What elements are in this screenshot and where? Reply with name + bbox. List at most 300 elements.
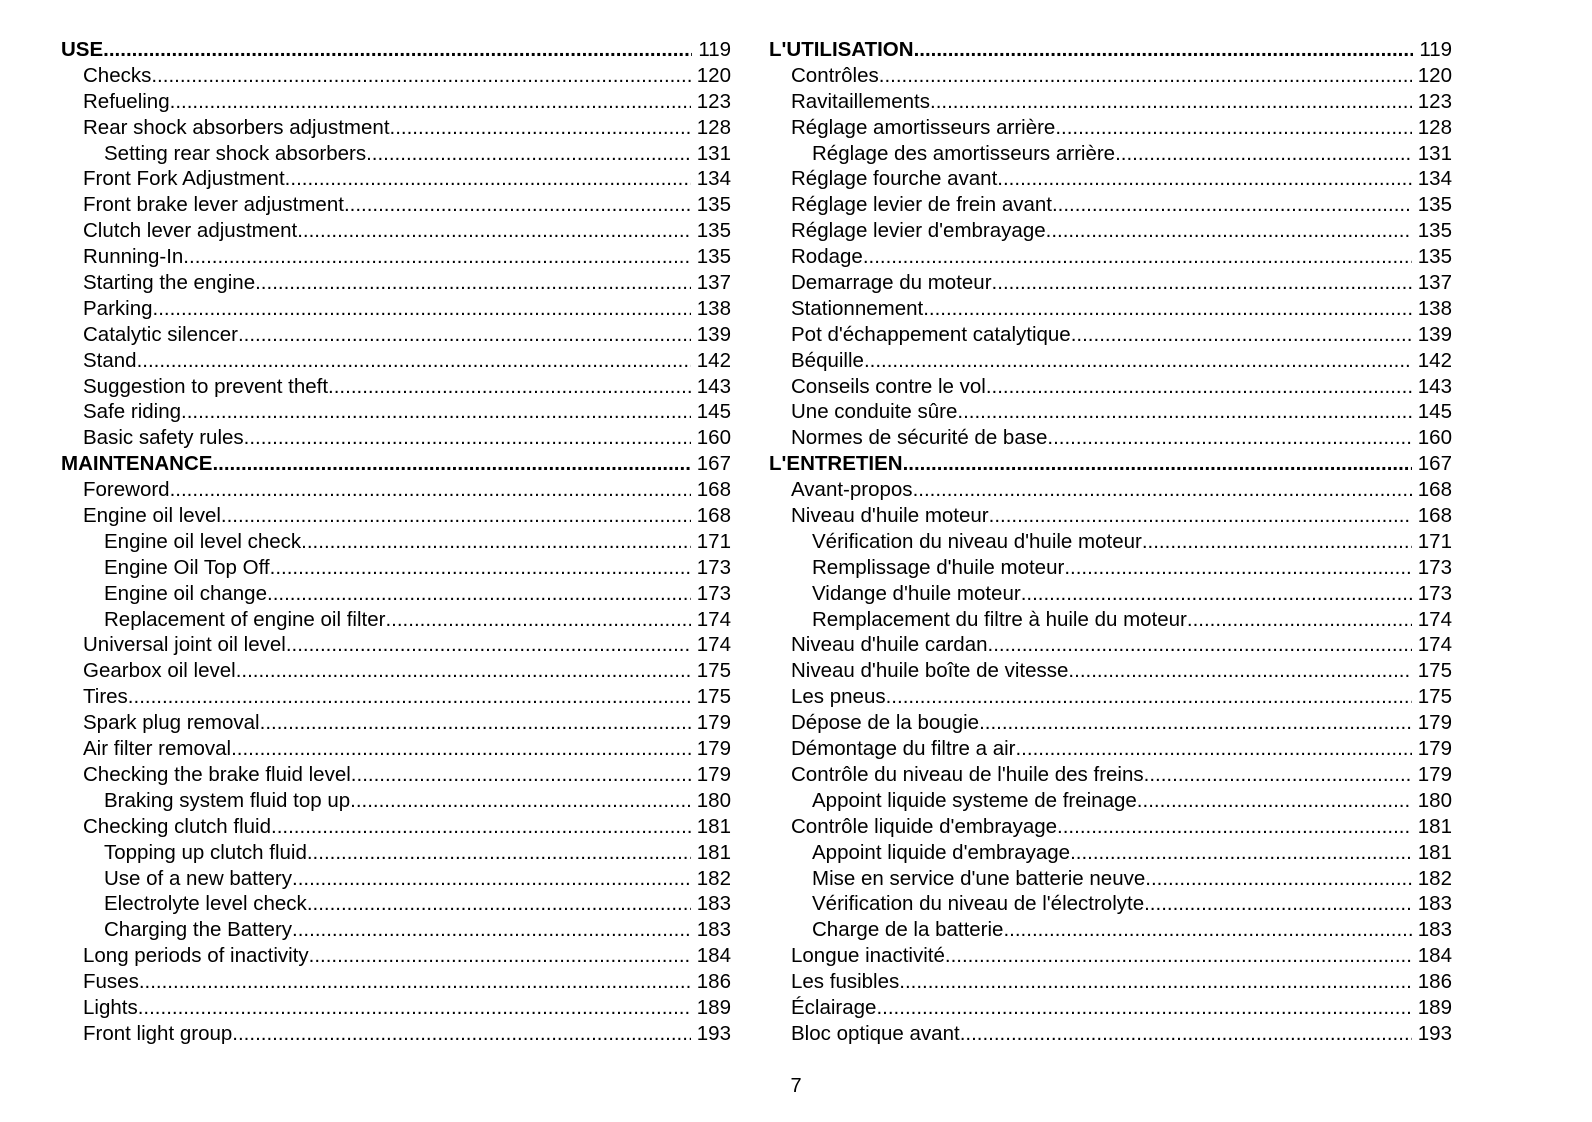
toc-entry [769, 632, 1452, 658]
toc-page-number: 173 [1417, 581, 1452, 605]
toc-dot-leader [236, 658, 691, 684]
toc-entry-title: Suggestion to prevent theft [83, 374, 329, 398]
toc-dot-leader [992, 270, 1412, 296]
toc-dot-leader [307, 840, 691, 866]
toc-entry-title: Contrôles [791, 63, 879, 87]
toc-dot-leader [913, 477, 1412, 503]
toc-entry-title: Bloc optique avant [791, 1021, 960, 1045]
toc-dot-leader [1115, 141, 1412, 167]
toc-page-number: 180 [696, 788, 731, 812]
toc-entry [61, 710, 731, 736]
toc-dot-leader [864, 348, 1412, 374]
toc-entry-title: Use of a new battery [104, 866, 293, 890]
toc-dot-leader [988, 632, 1412, 658]
toc-page-number: 181 [1417, 814, 1452, 838]
toc-entry-title: Checking the brake fluid level [83, 762, 351, 786]
toc-dot-leader [1055, 115, 1411, 141]
toc-page-number: 175 [1417, 685, 1452, 709]
toc-entry-title: Pot d'échappement catalytique [791, 322, 1071, 346]
toc-entry [61, 684, 731, 710]
toc-subentry [61, 891, 731, 917]
toc-entry [61, 425, 731, 451]
toc-entry [769, 89, 1452, 115]
toc-entry-title: Ravitaillements [791, 89, 930, 113]
toc-dot-leader [286, 632, 691, 658]
toc-entry [61, 1021, 731, 1047]
toc-page-number: 135 [1417, 193, 1452, 217]
toc-entry-title: Une conduite sûre [791, 400, 958, 424]
toc-page-number: 183 [696, 892, 731, 916]
toc-entry [61, 166, 731, 192]
toc-entry-title: L'UTILISATION [769, 38, 914, 61]
toc-dot-leader [212, 451, 690, 477]
toc-page-number: 119 [698, 38, 731, 61]
toc-entry-title: Lights [83, 995, 138, 1019]
toc-page-number: 138 [1417, 296, 1452, 320]
toc-subentry [769, 840, 1452, 866]
toc-subentry [61, 840, 731, 866]
toc-dot-leader [914, 37, 1414, 63]
toc-entry [769, 1021, 1452, 1047]
toc-entry-title: Front brake lever adjustment [83, 193, 344, 217]
toc-page-number: 182 [1417, 866, 1452, 890]
toc-dot-leader [292, 917, 691, 943]
toc-dot-leader [899, 969, 1412, 995]
toc-entry [769, 814, 1452, 840]
toc-dot-leader [960, 1021, 1412, 1047]
toc-page-number: 143 [696, 374, 731, 398]
toc-entry [769, 995, 1452, 1021]
toc-page-number: 174 [1417, 607, 1452, 631]
toc-entry-title: Stand [83, 348, 137, 372]
toc-page-number: 143 [1417, 374, 1452, 398]
toc-dot-leader [255, 270, 691, 296]
toc-dot-leader [986, 374, 1412, 400]
toc-section-heading [61, 37, 731, 63]
toc-dot-leader [1137, 788, 1412, 814]
toc-page-number: 184 [1417, 944, 1452, 968]
toc-entry-title: Réglage amortisseurs arrière [791, 115, 1056, 139]
toc-subentry [769, 555, 1452, 581]
toc-page-number: 174 [1417, 633, 1452, 657]
toc-page-number: 123 [1417, 89, 1452, 113]
toc-dot-leader [103, 37, 692, 63]
toc-dot-leader [1071, 322, 1412, 348]
toc-page-number: 167 [1417, 452, 1452, 476]
toc-page-number: 135 [1417, 245, 1452, 269]
toc-page-number: 181 [1417, 840, 1452, 864]
toc-page-number: 183 [1417, 918, 1452, 942]
toc-dot-leader [1144, 891, 1412, 917]
toc-page-number: 135 [696, 193, 731, 217]
toc-entry [61, 736, 731, 762]
toc-dot-leader [139, 969, 691, 995]
toc-entry [61, 192, 731, 218]
toc-page-number: 168 [696, 478, 731, 502]
toc-entry [769, 166, 1452, 192]
toc-entry-title: Rear shock absorbers adjustment [83, 115, 390, 139]
toc-entry [769, 322, 1452, 348]
toc-dot-leader [1003, 917, 1411, 943]
toc-entry [61, 89, 731, 115]
toc-subentry [61, 607, 731, 633]
toc-entry [769, 348, 1452, 374]
toc-dot-leader [930, 89, 1412, 115]
toc-entry-title: Vidange d'huile moteur [812, 581, 1021, 605]
toc-entry-title: Charge de la batterie [812, 918, 1004, 942]
toc-page-number: 135 [696, 219, 731, 243]
toc-page-number: 123 [696, 89, 731, 113]
toc-entry-title: Running-In [83, 245, 184, 269]
toc-dot-leader [301, 529, 691, 555]
toc-entry [769, 115, 1452, 141]
toc-dot-leader [137, 348, 691, 374]
toc-dot-leader [1021, 581, 1412, 607]
toc-dot-leader [244, 425, 691, 451]
toc-column-english [61, 37, 731, 1047]
toc-entry [61, 63, 731, 89]
toc-entry-title: Niveau d'huile boîte de vitesse [791, 659, 1069, 683]
toc-entry-title: Rodage [791, 245, 863, 269]
toc-dot-leader [1046, 218, 1412, 244]
toc-entry-title: Niveau d'huile cardan [791, 633, 988, 657]
toc-entry [769, 969, 1452, 995]
toc-subentry [61, 555, 731, 581]
toc-entry [769, 736, 1452, 762]
toc-entry [61, 503, 731, 529]
toc-entry-title: Front Fork Adjustment [83, 167, 285, 191]
toc-dot-leader [181, 399, 691, 425]
toc-page-number: 131 [1417, 141, 1452, 165]
toc-dot-leader [128, 684, 691, 710]
toc-section-heading [61, 451, 731, 477]
toc-entry [61, 814, 731, 840]
toc-entry-title: Gearbox oil level [83, 659, 236, 683]
toc-dot-leader [1057, 814, 1412, 840]
toc-page-number: 179 [1417, 762, 1452, 786]
toc-entry-title: Appoint liquide systeme de freinage [812, 788, 1137, 812]
toc-column-french [769, 37, 1452, 1047]
toc-page-number: 128 [1417, 115, 1452, 139]
toc-dot-leader [285, 166, 691, 192]
toc-entry-title: Long periods of inactivity [83, 944, 309, 968]
toc-dot-leader [267, 581, 691, 607]
toc-entry-title: Spark plug removal [83, 711, 260, 735]
toc-entry [769, 762, 1452, 788]
toc-page-number: 179 [1417, 737, 1452, 761]
toc-dot-leader [1052, 192, 1412, 218]
toc-dot-leader [945, 943, 1412, 969]
toc-entry-title: Air filter removal [83, 737, 232, 761]
toc-entry-title: Longue inactivité [791, 944, 945, 968]
toc-section-heading [769, 37, 1452, 63]
toc-entry [61, 995, 731, 1021]
toc-page-number: 131 [696, 141, 731, 165]
toc-dot-leader [1142, 529, 1412, 555]
toc-page-number: 160 [1417, 426, 1452, 450]
toc-page-number: 171 [696, 529, 731, 553]
toc-entry [769, 943, 1452, 969]
toc-entry-title: Dépose de la bougie [791, 711, 980, 735]
toc-page-number: 173 [696, 581, 731, 605]
toc-dot-leader [390, 115, 691, 141]
toc-entry [769, 684, 1452, 710]
toc-entry [769, 710, 1452, 736]
toc-page-number: 137 [1417, 271, 1452, 295]
toc-page-number: 175 [696, 685, 731, 709]
toc-entry-title: Réglage des amortisseurs arrière [812, 141, 1116, 165]
toc-entry-title: Clutch lever adjustment [83, 219, 298, 243]
toc-entry-title: Fuses [83, 970, 139, 994]
toc-entry-title: Basic safety rules [83, 426, 244, 450]
toc-entry [769, 192, 1452, 218]
toc-entry [769, 477, 1452, 503]
toc-page-number: 182 [696, 866, 731, 890]
toc-entry-title: USE [61, 38, 104, 61]
toc-page-number: 181 [696, 814, 731, 838]
toc-entry-title: Les pneus [791, 685, 886, 709]
toc-dot-leader [292, 866, 691, 892]
toc-dot-leader [183, 244, 690, 270]
toc-dot-leader [979, 710, 1412, 736]
toc-page-number: 181 [696, 840, 731, 864]
toc-dot-leader [328, 374, 691, 400]
toc-entry-title: Engine oil change [104, 581, 267, 605]
toc-entry-title: Niveau d'huile moteur [791, 504, 989, 528]
toc-page-number: 179 [696, 737, 731, 761]
toc-page-number: 193 [696, 1021, 731, 1045]
toc-dot-leader [385, 607, 690, 633]
toc-entry-title: Charging the Battery [104, 918, 293, 942]
toc-dot-leader [231, 736, 691, 762]
toc-page-number: 183 [1417, 892, 1452, 916]
toc-page-number: 135 [696, 245, 731, 269]
toc-entry-title: Replacement of engine oil filter [104, 607, 386, 631]
toc-dot-leader [344, 192, 691, 218]
toc-entry-title: Remplissage d'huile moteur [812, 555, 1065, 579]
toc-dot-leader [989, 503, 1412, 529]
toc-entry [769, 503, 1452, 529]
toc-dot-leader [997, 166, 1412, 192]
toc-entry-title: Universal joint oil level [83, 633, 286, 657]
toc-dot-leader [138, 995, 691, 1021]
toc-entry [61, 115, 731, 141]
toc-page-number: 179 [696, 762, 731, 786]
toc-dot-leader [886, 684, 1412, 710]
page-number: 7 [790, 1075, 802, 1097]
toc-entry-title: Normes de sécurité de base [791, 426, 1048, 450]
toc-entry-title: Remplacement du filtre à huile du moteur [812, 607, 1187, 631]
toc-page-number: 189 [1417, 995, 1452, 1019]
toc-page-number: 120 [1417, 63, 1452, 87]
toc-entry-title: Safe riding [83, 400, 182, 424]
toc-dot-leader [1047, 425, 1411, 451]
toc-page-number: 179 [696, 711, 731, 735]
toc-page-number: 119 [1419, 38, 1452, 61]
toc-entry-title: Front light group [83, 1021, 233, 1045]
toc-subentry [61, 141, 731, 167]
toc-entry-title: Contrôle liquide d'embrayage [791, 814, 1058, 838]
toc-dot-leader [957, 399, 1411, 425]
toc-dot-leader [232, 1021, 691, 1047]
toc-subentry [61, 788, 731, 814]
toc-dot-leader [876, 995, 1411, 1021]
toc-entry [769, 270, 1452, 296]
toc-entry [61, 244, 731, 270]
toc-page-number: 135 [1417, 219, 1452, 243]
toc-page-number: 173 [696, 555, 731, 579]
toc-entry-title: Béquille [791, 348, 864, 372]
toc-entry [769, 63, 1452, 89]
toc-page-number: 160 [696, 426, 731, 450]
toc-dot-leader [350, 788, 691, 814]
toc-entry-title: Topping up clutch fluid [104, 840, 307, 864]
toc-subentry [769, 581, 1452, 607]
toc-entry [61, 943, 731, 969]
toc-subentry [61, 866, 731, 892]
toc-entry-title: Vérification du niveau d'huile moteur [812, 529, 1142, 553]
toc-entry-title: L'ENTRETIEN [769, 452, 903, 476]
toc-page-number: 179 [1417, 711, 1452, 735]
toc-page-number: 145 [1417, 400, 1452, 424]
toc-dot-leader [153, 296, 691, 322]
toc-dot-leader [1015, 736, 1411, 762]
toc-entry-title: Setting rear shock absorbers [104, 141, 367, 165]
toc-entry-title: Demarrage du moteur [791, 271, 992, 295]
toc-entry [769, 658, 1452, 684]
toc-page-number: 184 [696, 944, 731, 968]
toc-page-number: 180 [1417, 788, 1452, 812]
toc-page-number: 138 [696, 296, 731, 320]
toc-page-number: 175 [696, 659, 731, 683]
toc-dot-leader [1068, 658, 1411, 684]
toc-entry-title: Les fusibles [791, 970, 900, 994]
toc-dot-leader [366, 141, 691, 167]
toc-entry-title: Refueling [83, 89, 170, 113]
toc-subentry [769, 917, 1452, 943]
toc-entry-title: Braking system fluid top up [104, 788, 351, 812]
toc-page-number: 137 [696, 271, 731, 295]
toc-subentry [769, 607, 1452, 633]
toc-entry [61, 658, 731, 684]
toc-entry [769, 374, 1452, 400]
toc-entry-title: Avant-propos [791, 478, 913, 502]
toc-page-number: 189 [696, 995, 731, 1019]
toc-dot-leader [1145, 866, 1412, 892]
toc-entry-title: Engine Oil Top Off [104, 555, 270, 579]
toc-page-number: 168 [1417, 478, 1452, 502]
toc-dot-leader [1144, 762, 1412, 788]
toc-entry-title: Mise en service d'une batterie neuve [812, 866, 1146, 890]
toc-dot-leader [923, 296, 1412, 322]
toc-page-number: 167 [696, 452, 731, 476]
toc-page-number: 145 [696, 400, 731, 424]
toc-entry-title: Parking [83, 296, 153, 320]
toc-dot-leader [1187, 607, 1412, 633]
toc-dot-leader [351, 762, 691, 788]
toc-entry [61, 374, 731, 400]
toc-dot-leader [1064, 555, 1411, 581]
toc-entry-title: Appoint liquide d'embrayage [812, 840, 1071, 864]
toc-entry [61, 762, 731, 788]
toc-dot-leader [271, 814, 691, 840]
toc-entry [769, 399, 1452, 425]
toc-subentry [61, 581, 731, 607]
toc-dot-leader [221, 503, 691, 529]
toc-entry [61, 348, 731, 374]
toc-page-number: 120 [696, 63, 731, 87]
toc-subentry [769, 788, 1452, 814]
toc-entry [61, 218, 731, 244]
toc-dot-leader [238, 322, 691, 348]
toc-page-number: 142 [1417, 348, 1452, 372]
toc-page-number: 174 [696, 633, 731, 657]
toc-entry-title: Checking clutch fluid [83, 814, 272, 838]
toc-entry-title: Réglage levier de frein avant [791, 193, 1052, 217]
toc-entry-title: Stationnement [791, 296, 924, 320]
toc-dot-leader [170, 477, 691, 503]
toc-entry [61, 632, 731, 658]
toc-entry [61, 322, 731, 348]
toc-dot-leader [863, 244, 1412, 270]
toc-entry [769, 244, 1452, 270]
toc-dot-leader [260, 710, 691, 736]
toc-subentry [61, 529, 731, 555]
toc-entry-title: Foreword [83, 478, 170, 502]
toc-page-number: 173 [1417, 555, 1452, 579]
toc-page-number: 174 [696, 607, 731, 631]
toc-page-number: 142 [696, 348, 731, 372]
toc-page-number: 171 [1417, 529, 1452, 553]
toc-entry-title: Electrolyte level check [104, 892, 307, 916]
toc-page-number: 186 [1417, 970, 1452, 994]
toc-page-number: 139 [696, 322, 731, 346]
toc-entry-title: Tires [83, 685, 128, 709]
toc-dot-leader [170, 89, 691, 115]
toc-entry-title: Engine oil level check [104, 529, 302, 553]
toc-entry-title: Éclairage [791, 995, 877, 1019]
toc-entry-title: Démontage du filtre a air [791, 737, 1016, 761]
toc-subentry [61, 917, 731, 943]
toc-entry-title: Starting the engine [83, 271, 256, 295]
toc-dot-leader [879, 63, 1412, 89]
toc-dot-leader [307, 891, 691, 917]
toc-page-number: 134 [696, 167, 731, 191]
toc-dot-leader [1070, 840, 1412, 866]
toc-entry [61, 296, 731, 322]
toc-subentry [769, 866, 1452, 892]
toc-entry [769, 425, 1452, 451]
toc-page-number: 193 [1417, 1021, 1452, 1045]
toc-dot-leader [297, 218, 691, 244]
toc-page-number: 175 [1417, 659, 1452, 683]
toc-entry-title: MAINTENANCE [61, 452, 213, 476]
toc-subentry [769, 141, 1452, 167]
toc-entry-title: Catalytic silencer [83, 322, 238, 346]
toc-page-number: 128 [696, 115, 731, 139]
toc-dot-leader [270, 555, 691, 581]
toc-page-number: 186 [696, 970, 731, 994]
toc-entry [61, 477, 731, 503]
toc-dot-leader [903, 451, 1412, 477]
toc-entry [769, 218, 1452, 244]
toc-page-number: 139 [1417, 322, 1452, 346]
toc-page-number: 168 [696, 504, 731, 528]
toc-entry-title: Réglage levier d'embrayage [791, 219, 1046, 243]
toc-dot-leader [309, 943, 691, 969]
toc-subentry [769, 529, 1452, 555]
toc-dot-leader [151, 63, 690, 89]
